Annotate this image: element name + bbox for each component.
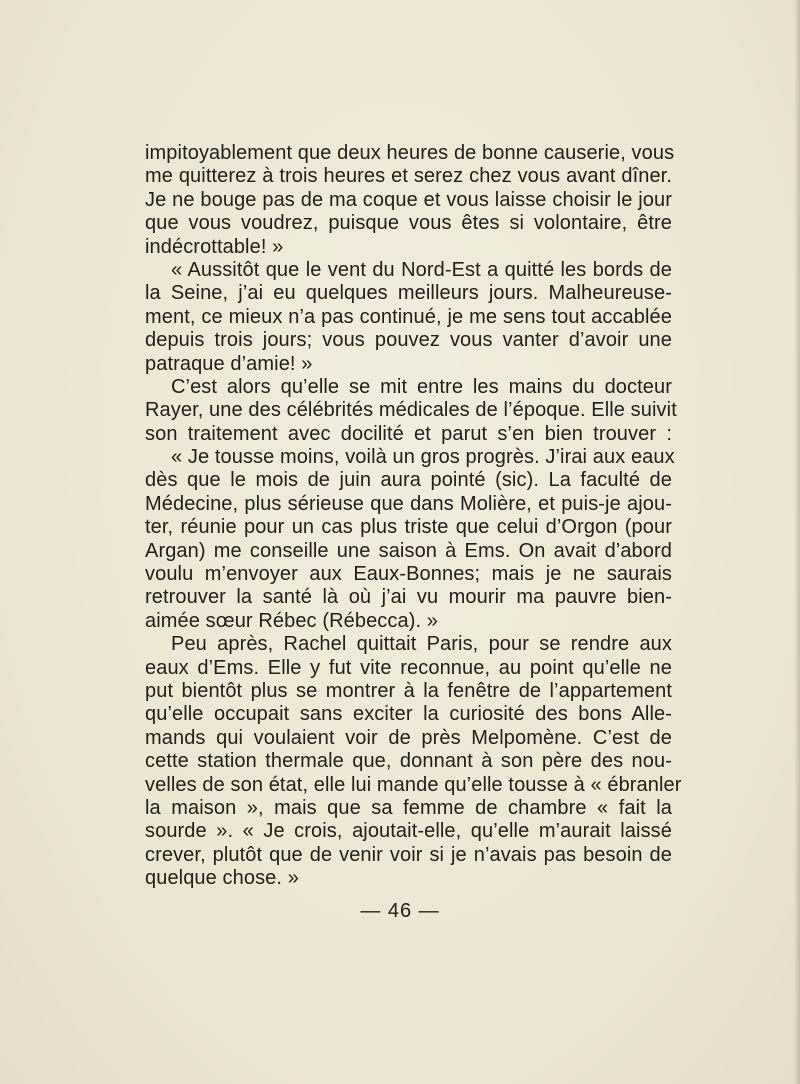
text-line: Rayer, une des célébrités médicales de l’époque. Elle suivit (145, 399, 677, 422)
text-line: me quitterez à trois heures et serez chez vous avant dîner. (145, 165, 672, 188)
text-line: qu’elle occupait sans exciter la curiosité des bons Alle- (145, 703, 672, 726)
text-line: patraque d’amie! » (145, 352, 313, 375)
text-line: mands qui voulaient voir de près Melpomène. C’est de (145, 726, 672, 749)
text-line: indécrottable! » (145, 235, 284, 258)
text-line: « Aussitôt que le vent du Nord-Est a quitté les bords de (171, 258, 672, 281)
text-line: depuis trois jours; vous pouvez vous vanter d’avoir une (145, 329, 672, 352)
text-line: la maison », mais que sa femme de chambre « fait la (145, 796, 672, 819)
text-line: aimée sœur Rébec (Rébecca). » (145, 609, 439, 632)
text-line: Argan) me conseille une saison à Ems. On avait d’abord (145, 539, 672, 562)
text-line: ment, ce mieux n’a pas continué, je me sens tout accablée (145, 305, 672, 328)
text-line: put bientôt plus se montrer à la fenêtre de l’appartement (145, 679, 672, 702)
text-line: impitoyablement que deux heures de bonne causerie, vous (145, 142, 675, 164)
text-line: Médecine, plus sérieuse que dans Molière, et puis-je ajou- (145, 492, 672, 515)
text-line: velles de son état, elle lui mande qu’elle tousse à « ébranler (145, 773, 682, 796)
text-line: sourde ». « Je crois, ajoutait-elle, qu’elle m’aurait laissé (145, 820, 672, 843)
text-line: quelque chose. » (145, 867, 299, 890)
text-line: voulu m’envoyer aux Eaux-Bonnes; mais je ne saurais (145, 563, 672, 586)
page-number: — 46 — (360, 900, 440, 922)
body-text (145, 142, 682, 891)
text-line: retrouver la santé là où j’ai vu mourir ma pauvre bien- (145, 586, 672, 609)
text-line: dès que le mois de juin aura pointé (sic). La faculté de (145, 469, 672, 492)
text-line: C’est alors qu’elle se mit entre les mains du docteur (171, 375, 672, 398)
text-line: que vous voudrez, puisque vous êtes si volontaire, être (145, 212, 672, 235)
text-line: eaux d’Ems. Elle y fut vite reconnue, au point qu’elle ne (145, 656, 672, 679)
text-line: cette station thermale que, donnant à son père des nou- (145, 750, 672, 773)
text-line: Peu après, Rachel quittait Paris, pour se rendre aux (171, 633, 672, 656)
text-line: « Je tousse moins, voilà un gros progrès. J’irai aux eaux (171, 446, 675, 469)
text-line: la Seine, j’ai eu quelques meilleurs jours. Malheureuse- (145, 282, 672, 305)
text-line: son traitement avec docilité et parut s’en bien trouver : (145, 422, 672, 445)
text-line: ter, réunie pour un cas plus triste que celui d’Orgon (pour (145, 516, 672, 539)
text-line: crever, plutôt que de venir voir si je n’avais pas besoin de (145, 843, 672, 866)
text-line: Je ne bouge pas de ma coque et vous laisse choisir le jour (145, 188, 672, 211)
page-edge-shadow (794, 0, 800, 1084)
